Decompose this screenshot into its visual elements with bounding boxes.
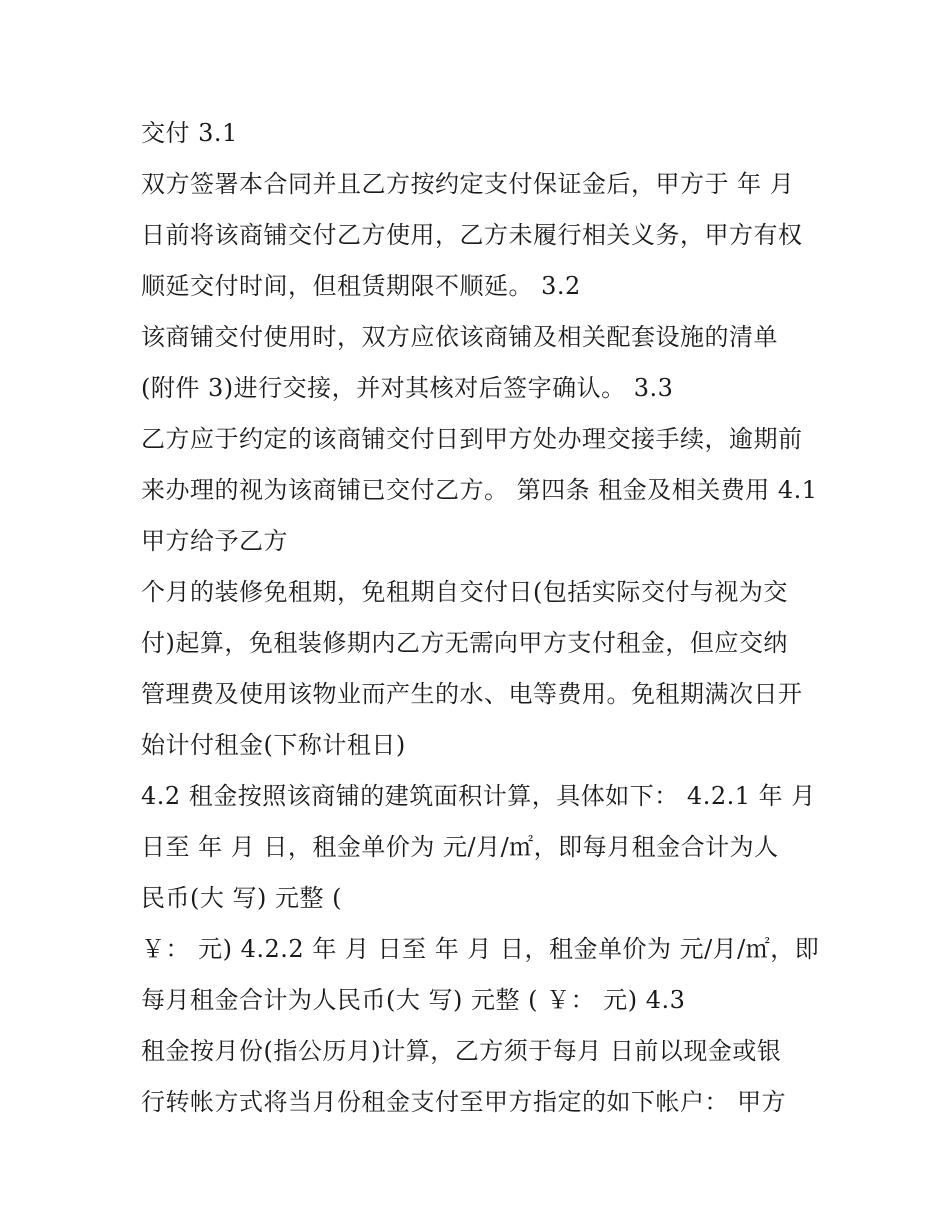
text-line: (附件 3)进行交接，并对其核对后签字确认。 3.3 xyxy=(141,374,674,402)
text-line: 租金按月份(指公历月)计算，乙方须于每月 日前以现金或银 xyxy=(141,1037,782,1065)
text-line: 双方签署本合同并且乙方按约定支付保证金后，甲方于 年 月 xyxy=(141,170,795,198)
text-line: 行转帐方式将当月份租金支付至甲方指定的如下帐户： 甲方 xyxy=(141,1088,787,1116)
contract-text xyxy=(141,108,841,1128)
text-line: 来办理的视为该商铺已交付乙方。 第四条 租金及相关费用 4.1 xyxy=(141,476,818,504)
text-line: 交付 3.1 xyxy=(141,119,238,147)
text-line: 始计付租金(下称计租日) xyxy=(141,731,406,759)
text-line: 个月的装修免租期，免租期自交付日(包括实际交付与视为交 xyxy=(141,578,788,606)
text-line: 乙方应于约定的该商铺交付日到甲方处办理交接手续，逾期前 xyxy=(141,425,803,453)
text-line: 顺延交付时间，但租赁期限不顺延。 3.2 xyxy=(141,272,581,300)
text-line: 每月租金合计为人民币(大 写) 元整 ( ￥： 元) 4.3 xyxy=(141,986,686,1014)
text-line: 该商铺交付使用时，双方应依该商铺及相关配套设施的清单 xyxy=(141,323,778,351)
text-line: 甲方给予乙方 xyxy=(141,527,288,555)
text-line: 日前将该商铺交付乙方使用，乙方未履行相关义务，甲方有权 xyxy=(141,221,803,249)
text-line: 管理费及使用该物业而产生的水、电等费用。免租期满次日开 xyxy=(141,680,803,708)
text-line: ￥： 元) 4.2.2 年 月 日至 年 月 日，租金单价为 元/月/㎡，即 xyxy=(141,935,820,963)
text-line: 日至 年 月 日，租金单价为 元/月/㎡，即每月租金合计为人 xyxy=(141,833,779,861)
text-line: 4.2 租金按照该商铺的建筑面积计算，具体如下： 4.2.1 年 月 xyxy=(141,782,816,810)
text-line: 民币(大 写) 元整 ( xyxy=(141,884,342,912)
text-line: 付)起算，免租装修期内乙方无需向甲方支付租金，但应交纳 xyxy=(141,629,788,657)
